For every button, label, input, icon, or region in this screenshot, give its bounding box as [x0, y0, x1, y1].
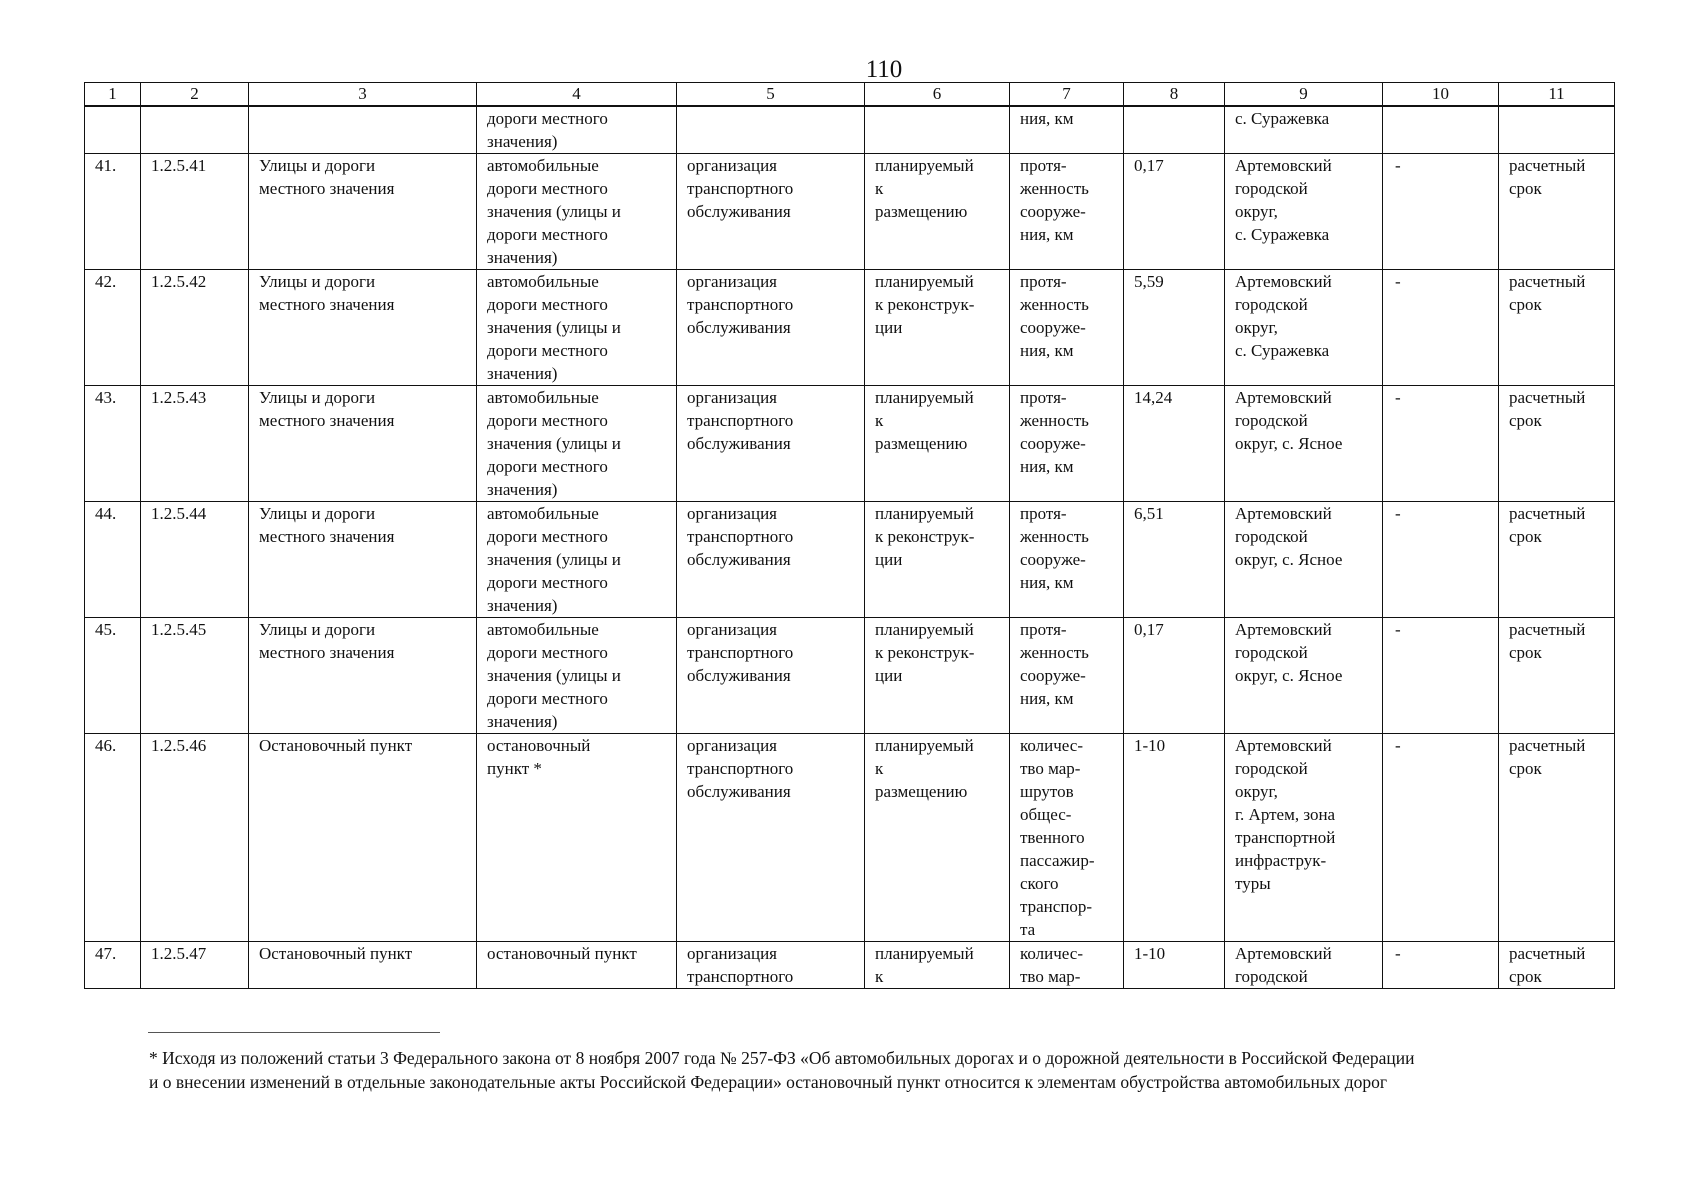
table-cell-object-name	[249, 154, 477, 270]
table-cell-value	[1124, 502, 1225, 618]
cell-text-line: твенного	[1020, 828, 1085, 847]
cell-text-line: Улицы и дороги	[259, 504, 376, 523]
table-cell-object-type	[477, 386, 677, 502]
cell-text-line: -	[1395, 272, 1401, 291]
cell-text-line: к	[875, 759, 884, 778]
table-cell-purpose	[677, 734, 865, 942]
cell-text-line: женность	[1020, 527, 1089, 546]
cell-text-line: -	[1395, 156, 1401, 175]
cell-text-line: расчетный	[1509, 620, 1586, 639]
column-header: 2	[141, 83, 249, 107]
cell-text-line: округ,	[1235, 782, 1278, 801]
cell-text-line: транспортного	[687, 967, 794, 986]
cell-text-line: ния, км	[1020, 573, 1074, 592]
cell-text-line: та	[1020, 920, 1036, 939]
table-cell-value	[1124, 106, 1225, 154]
table-row	[85, 386, 1615, 502]
column-header: 6	[865, 83, 1010, 107]
table-cell-object-name	[249, 618, 477, 734]
table-cell-zone	[1383, 154, 1499, 270]
cell-text-line: обслуживания	[687, 434, 791, 453]
cell-text-line: 6,51	[1134, 504, 1164, 523]
cell-text-line: местного значения	[259, 643, 395, 662]
cell-text-line: значения (улицы и	[487, 434, 621, 453]
cell-text-line: ния, км	[1020, 689, 1074, 708]
cell-text-line: к реконструк-	[875, 295, 975, 314]
cell-text-line: транспортной	[1235, 828, 1336, 847]
table-cell-row-number	[85, 106, 141, 154]
cell-text-line: дороги местного	[487, 179, 608, 198]
cell-text-line: размещению	[875, 202, 968, 221]
table-cell-status	[865, 106, 1010, 154]
cell-text-line: транспор-	[1020, 897, 1093, 916]
cell-text-line: дороги местного	[487, 295, 608, 314]
cell-text-line: сооруже-	[1020, 666, 1086, 685]
cell-text-line: транспортного	[687, 411, 794, 430]
cell-text-line: городской	[1235, 643, 1308, 662]
cell-text-line: дороги местного	[487, 341, 608, 360]
table-cell-term	[1499, 502, 1615, 618]
column-header: 5	[677, 83, 865, 107]
cell-text-line: планируемый	[875, 504, 974, 523]
cell-text-line: 1.2.5.45	[151, 620, 207, 639]
table-cell-purpose	[677, 106, 865, 154]
footnote	[149, 1046, 1639, 1094]
cell-text-line: к реконструк-	[875, 643, 975, 662]
cell-text-line: Улицы и дороги	[259, 388, 376, 407]
table-cell-object-name	[249, 106, 477, 154]
cell-text-line: женность	[1020, 295, 1089, 314]
cell-text-line: к	[875, 967, 884, 986]
cell-text-line: расчетный	[1509, 736, 1586, 755]
cell-text-line: ского	[1020, 874, 1059, 893]
table-cell-purpose	[677, 154, 865, 270]
cell-text-line: транспортного	[687, 527, 794, 546]
cell-text-line: ции	[875, 550, 903, 569]
table-cell-status	[865, 942, 1010, 989]
cell-text-line: 41.	[95, 156, 117, 175]
cell-text-line: расчетный	[1509, 388, 1586, 407]
cell-text-line: городской	[1235, 527, 1308, 546]
cell-text-line: туры	[1235, 874, 1271, 893]
table-cell-row-number	[85, 154, 141, 270]
column-header: 10	[1383, 83, 1499, 107]
cell-text-line: 1.2.5.44	[151, 504, 207, 523]
cell-text-line: 1.2.5.47	[151, 944, 207, 963]
cell-text-line: дороги местного	[487, 643, 608, 662]
cell-text-line: автомобильные	[487, 620, 599, 639]
column-header: 7	[1010, 83, 1124, 107]
cell-text-line: размещению	[875, 782, 968, 801]
cell-text-line: Улицы и дороги	[259, 620, 376, 639]
cell-text-line: местного значения	[259, 295, 395, 314]
table-cell-term	[1499, 734, 1615, 942]
table-cell-value	[1124, 942, 1225, 989]
cell-text-line: организация	[687, 736, 777, 755]
table-cell-location	[1225, 106, 1383, 154]
cell-text-line: Артемовский	[1235, 156, 1332, 175]
table-cell-purpose	[677, 618, 865, 734]
cell-text-line: дороги местного	[487, 527, 608, 546]
cell-text-line: планируемый	[875, 388, 974, 407]
column-header: 8	[1124, 83, 1225, 107]
table-row	[85, 734, 1615, 942]
cell-text-line: размещению	[875, 434, 968, 453]
cell-text-line: протя-	[1020, 504, 1067, 523]
table-row	[85, 154, 1615, 270]
cell-text-line: Артемовский	[1235, 620, 1332, 639]
cell-text-line: расчетный	[1509, 272, 1586, 291]
cell-text-line: Артемовский	[1235, 944, 1332, 963]
cell-text-line: женность	[1020, 643, 1089, 662]
cell-text-line: обслуживания	[687, 666, 791, 685]
cell-text-line: обслуживания	[687, 550, 791, 569]
table-cell-row-number	[85, 386, 141, 502]
table-cell-zone	[1383, 270, 1499, 386]
cell-text-line: 1.2.5.43	[151, 388, 207, 407]
table-row	[85, 618, 1615, 734]
cell-text-line: ния, км	[1020, 109, 1074, 128]
cell-text-line: Улицы и дороги	[259, 156, 376, 175]
cell-text-line: к реконструк-	[875, 527, 975, 546]
cell-text-line: значения)	[487, 480, 558, 499]
cell-text-line: с. Суражевка	[1235, 225, 1330, 244]
cell-text-line: срок	[1509, 759, 1542, 778]
column-header: 11	[1499, 83, 1615, 107]
cell-text-line: обслуживания	[687, 782, 791, 801]
cell-text-line: сооруже-	[1020, 434, 1086, 453]
table-cell-object-name	[249, 270, 477, 386]
cell-text-line: планируемый	[875, 156, 974, 175]
cell-text-line: городской	[1235, 295, 1308, 314]
cell-text-line: пассажир-	[1020, 851, 1095, 870]
table-cell-location	[1225, 502, 1383, 618]
cell-text-line: округ,	[1235, 318, 1278, 337]
table-cell-object-code	[141, 270, 249, 386]
table-cell-term	[1499, 618, 1615, 734]
table-cell-status	[865, 270, 1010, 386]
cell-text-line: округ,	[1235, 202, 1278, 221]
cell-text-line: дороги местного	[487, 411, 608, 430]
cell-text-line: 14,24	[1134, 388, 1173, 407]
footnote-line: * Исходя из положений статьи 3 Федерального закона от 8 ноября 2007 года № 257-ФЗ «Об автомобильных дорогах и о дорожной деятельности в Российской Федерации	[149, 1048, 1415, 1068]
table-cell-status	[865, 618, 1010, 734]
column-header: 9	[1225, 83, 1383, 107]
table-cell-object-name	[249, 734, 477, 942]
cell-text-line: округ, с. Ясное	[1235, 550, 1343, 569]
table-cell-object-type	[477, 618, 677, 734]
cell-text-line: организация	[687, 272, 777, 291]
cell-text-line: срок	[1509, 179, 1542, 198]
cell-text-line: округ, с. Ясное	[1235, 666, 1343, 685]
cell-text-line: протя-	[1020, 620, 1067, 639]
table-cell-location	[1225, 386, 1383, 502]
cell-text-line: организация	[687, 156, 777, 175]
table-cell-value	[1124, 734, 1225, 942]
cell-text-line: дороги местного	[487, 689, 608, 708]
table-cell-object-name	[249, 386, 477, 502]
table-cell-location	[1225, 734, 1383, 942]
table-cell-zone	[1383, 734, 1499, 942]
table-cell-value	[1124, 154, 1225, 270]
table-cell-row-number	[85, 502, 141, 618]
cell-text-line: Остановочный пункт	[259, 736, 413, 755]
table-cell-location	[1225, 618, 1383, 734]
cell-text-line: 1.2.5.46	[151, 736, 207, 755]
cell-text-line: расчетный	[1509, 944, 1586, 963]
table-cell-zone	[1383, 502, 1499, 618]
cell-text-line: планируемый	[875, 944, 974, 963]
cell-text-line: инфраструк-	[1235, 851, 1327, 870]
cell-text-line: организация	[687, 504, 777, 523]
cell-text-line: остановочный	[487, 736, 591, 755]
table-header-row	[85, 83, 1615, 107]
footnote-separator	[148, 1032, 440, 1033]
table-cell-characteristic	[1010, 502, 1124, 618]
table-cell-object-code	[141, 734, 249, 942]
cell-text-line: автомобильные	[487, 388, 599, 407]
cell-text-line: городской	[1235, 179, 1308, 198]
cell-text-line: г. Артем, зона	[1235, 805, 1336, 824]
table-cell-zone	[1383, 386, 1499, 502]
table-cell-row-number	[85, 270, 141, 386]
cell-text-line: дороги местного	[487, 573, 608, 592]
cell-text-line: протя-	[1020, 272, 1067, 291]
cell-text-line: -	[1395, 944, 1401, 963]
cell-text-line: 0,17	[1134, 156, 1164, 175]
cell-text-line: автомобильные	[487, 156, 599, 175]
cell-text-line: срок	[1509, 527, 1542, 546]
cell-text-line: Улицы и дороги	[259, 272, 376, 291]
cell-text-line: срок	[1509, 643, 1542, 662]
table-cell-object-type	[477, 154, 677, 270]
cell-text-line: значения)	[487, 712, 558, 731]
table-cell-object-code	[141, 942, 249, 989]
cell-text-line: Артемовский	[1235, 736, 1332, 755]
cell-text-line: организация	[687, 620, 777, 639]
table-cell-row-number	[85, 942, 141, 989]
table-cell-purpose	[677, 502, 865, 618]
cell-text-line: 42.	[95, 272, 117, 291]
cell-text-line: транспортного	[687, 643, 794, 662]
column-header: 1	[85, 83, 141, 107]
table-cell-object-code	[141, 502, 249, 618]
table-cell-value	[1124, 386, 1225, 502]
cell-text-line: тво мар-	[1020, 967, 1081, 986]
cell-text-line: протя-	[1020, 156, 1067, 175]
table-cell-characteristic	[1010, 618, 1124, 734]
cell-text-line: тво мар-	[1020, 759, 1081, 778]
cell-text-line: протя-	[1020, 388, 1067, 407]
cell-text-line: ции	[875, 318, 903, 337]
cell-text-line: транспортного	[687, 295, 794, 314]
cell-text-line: автомобильные	[487, 504, 599, 523]
table-cell-purpose	[677, 942, 865, 989]
table-cell-object-code	[141, 106, 249, 154]
table-cell-location	[1225, 270, 1383, 386]
table-cell-row-number	[85, 618, 141, 734]
planning-objects-table	[84, 82, 1615, 989]
cell-text-line: 1.2.5.42	[151, 272, 207, 291]
table-cell-status	[865, 386, 1010, 502]
table-cell-term	[1499, 942, 1615, 989]
cell-text-line: с. Суражевка	[1235, 341, 1330, 360]
table-cell-characteristic	[1010, 386, 1124, 502]
table-cell-term	[1499, 154, 1615, 270]
cell-text-line: значения (улицы и	[487, 550, 621, 569]
table-cell-object-name	[249, 502, 477, 618]
cell-text-line: 0,17	[1134, 620, 1164, 639]
footnote-line: и о внесении изменений в отдельные законодательные акты Российской Федерации» остановочный пункт относится к элементам обустройства автомобильных дорог	[149, 1072, 1388, 1092]
cell-text-line: -	[1395, 736, 1401, 755]
cell-text-line: значения)	[487, 132, 558, 151]
cell-text-line: сооруже-	[1020, 318, 1086, 337]
cell-text-line: количес-	[1020, 736, 1083, 755]
cell-text-line: женность	[1020, 179, 1089, 198]
cell-text-line: дороги местного	[487, 225, 608, 244]
cell-text-line: сооруже-	[1020, 202, 1086, 221]
cell-text-line: срок	[1509, 967, 1542, 986]
cell-text-line: городской	[1235, 967, 1308, 986]
table-cell-value	[1124, 618, 1225, 734]
cell-text-line: планируемый	[875, 272, 974, 291]
cell-text-line: значения (улицы и	[487, 666, 621, 685]
table-cell-characteristic	[1010, 734, 1124, 942]
table-cell-term	[1499, 270, 1615, 386]
cell-text-line: значения (улицы и	[487, 202, 621, 221]
table-cell-characteristic	[1010, 154, 1124, 270]
cell-text-line: 5,59	[1134, 272, 1164, 291]
cell-text-line: дороги местного	[487, 109, 608, 128]
cell-text-line: организация	[687, 944, 777, 963]
table-cell-term	[1499, 386, 1615, 502]
cell-text-line: городской	[1235, 411, 1308, 430]
table-cell-object-type	[477, 270, 677, 386]
cell-text-line: срок	[1509, 411, 1542, 430]
cell-text-line: ния, км	[1020, 457, 1074, 476]
cell-text-line: Артемовский	[1235, 272, 1332, 291]
cell-text-line: местного значения	[259, 411, 395, 430]
table-cell-purpose	[677, 270, 865, 386]
cell-text-line: пункт *	[487, 759, 542, 778]
cell-text-line: 45.	[95, 620, 117, 639]
cell-text-line: Артемовский	[1235, 504, 1332, 523]
cell-text-line: общес-	[1020, 805, 1072, 824]
table-cell-object-code	[141, 386, 249, 502]
table-cell-object-name	[249, 942, 477, 989]
column-header: 3	[249, 83, 477, 107]
cell-text-line: шрутов	[1020, 782, 1074, 801]
table-cell-purpose	[677, 386, 865, 502]
table-cell-object-type	[477, 106, 677, 154]
table-cell-characteristic	[1010, 270, 1124, 386]
cell-text-line: Остановочный пункт	[259, 944, 413, 963]
cell-text-line: местного значения	[259, 179, 395, 198]
table-row	[85, 942, 1615, 989]
cell-text-line: женность	[1020, 411, 1089, 430]
cell-text-line: обслуживания	[687, 202, 791, 221]
table-cell-value	[1124, 270, 1225, 386]
cell-text-line: округ, с. Ясное	[1235, 434, 1343, 453]
table-cell-status	[865, 502, 1010, 618]
cell-text-line: 44.	[95, 504, 117, 523]
cell-text-line: расчетный	[1509, 504, 1586, 523]
table-cell-zone	[1383, 942, 1499, 989]
cell-text-line: сооруже-	[1020, 550, 1086, 569]
cell-text-line: значения)	[487, 364, 558, 383]
cell-text-line: местного значения	[259, 527, 395, 546]
cell-text-line: 1-10	[1134, 944, 1166, 963]
cell-text-line: расчетный	[1509, 156, 1586, 175]
table-cell-object-code	[141, 154, 249, 270]
cell-text-line: ции	[875, 666, 903, 685]
cell-text-line: значения)	[487, 248, 558, 267]
cell-text-line: к	[875, 411, 884, 430]
cell-text-line: срок	[1509, 295, 1542, 314]
table-cell-term	[1499, 106, 1615, 154]
cell-text-line: -	[1395, 504, 1401, 523]
table-cell-object-type	[477, 502, 677, 618]
page-number: 110	[865, 56, 903, 83]
table-cell-status	[865, 154, 1010, 270]
table-row	[85, 270, 1615, 386]
table-cell-object-type	[477, 942, 677, 989]
cell-text-line: 1.2.5.41	[151, 156, 207, 175]
cell-text-line: значения (улицы и	[487, 318, 621, 337]
table-cell-location	[1225, 942, 1383, 989]
table-cell-object-type	[477, 734, 677, 942]
cell-text-line: городской	[1235, 759, 1308, 778]
cell-text-line: планируемый	[875, 736, 974, 755]
cell-text-line: -	[1395, 620, 1401, 639]
table-cell-object-code	[141, 618, 249, 734]
table-cell-characteristic	[1010, 106, 1124, 154]
table-cell-characteristic	[1010, 942, 1124, 989]
cell-text-line: 46.	[95, 736, 117, 755]
table-cell-zone	[1383, 106, 1499, 154]
cell-text-line: 43.	[95, 388, 117, 407]
table-cell-status	[865, 734, 1010, 942]
cell-text-line: ния, км	[1020, 341, 1074, 360]
table-cell-location	[1225, 154, 1383, 270]
cell-text-line: обслуживания	[687, 318, 791, 337]
cell-text-line: дороги местного	[487, 457, 608, 476]
cell-text-line: Артемовский	[1235, 388, 1332, 407]
cell-text-line: ния, км	[1020, 225, 1074, 244]
cell-text-line: организация	[687, 388, 777, 407]
cell-text-line: автомобильные	[487, 272, 599, 291]
cell-text-line: транспортного	[687, 179, 794, 198]
table-cell-row-number	[85, 734, 141, 942]
cell-text-line: значения)	[487, 596, 558, 615]
column-header: 4	[477, 83, 677, 107]
cell-text-line: транспортного	[687, 759, 794, 778]
cell-text-line: с. Суражевка	[1235, 109, 1330, 128]
cell-text-line: -	[1395, 388, 1401, 407]
table-row	[85, 106, 1615, 154]
cell-text-line: 1-10	[1134, 736, 1166, 755]
cell-text-line: планируемый	[875, 620, 974, 639]
table-row	[85, 502, 1615, 618]
cell-text-line: остановочный пункт	[487, 944, 637, 963]
cell-text-line: количес-	[1020, 944, 1083, 963]
table-cell-zone	[1383, 618, 1499, 734]
cell-text-line: 47.	[95, 944, 117, 963]
cell-text-line: к	[875, 179, 884, 198]
